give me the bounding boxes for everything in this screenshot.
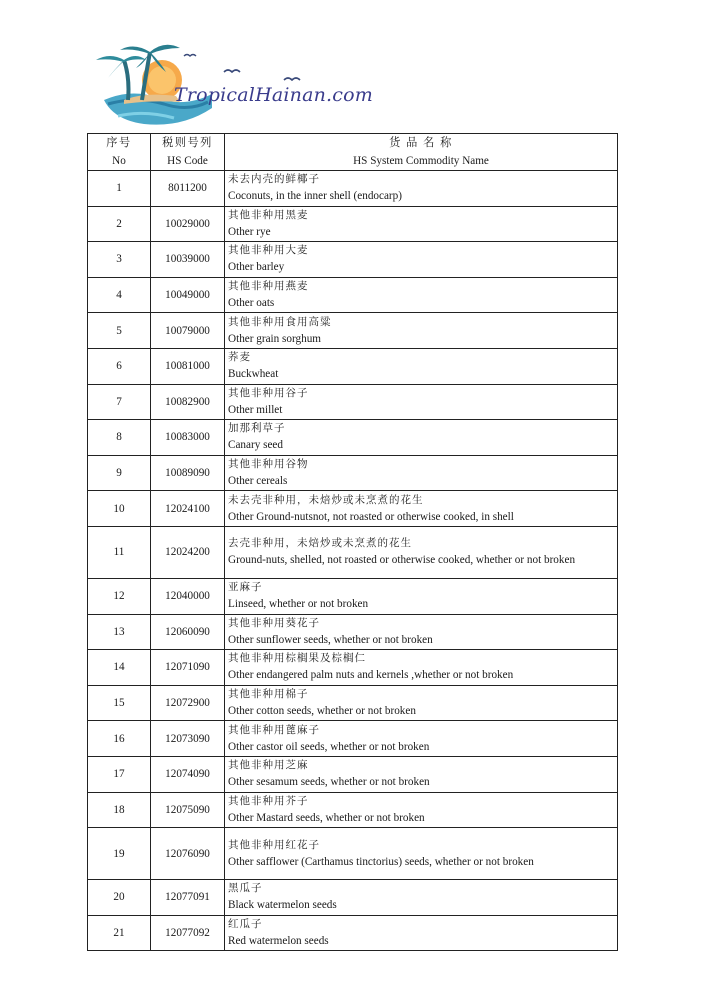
hs-code: 12077091 bbox=[151, 880, 225, 916]
hs-code: 12075090 bbox=[151, 792, 225, 828]
commodity-name bbox=[225, 242, 618, 278]
table-row bbox=[88, 828, 618, 880]
site-logo[interactable] bbox=[84, 38, 373, 134]
table-row bbox=[88, 242, 618, 278]
hs-code: 12040000 bbox=[151, 578, 225, 614]
row-number: 7 bbox=[88, 384, 151, 420]
hs-code: 10029000 bbox=[151, 206, 225, 242]
commodity-name bbox=[225, 828, 618, 880]
hs-code: 10089090 bbox=[151, 455, 225, 491]
table-row bbox=[88, 721, 618, 757]
commodity-name-zh: 其他非种用谷物 bbox=[228, 458, 309, 471]
commodity-name-zh: 其他非种用红花子 bbox=[228, 838, 320, 851]
commodity-name-zh: 其他非种用棉子 bbox=[228, 688, 309, 701]
logo-text: TropicalHainan.com bbox=[174, 84, 373, 106]
table-row bbox=[88, 455, 618, 491]
hs-code: 12071090 bbox=[151, 650, 225, 686]
commodity-name-zh: 其他非种用食用高粱 bbox=[228, 315, 332, 328]
table-row bbox=[88, 915, 618, 951]
commodity-name bbox=[225, 313, 618, 349]
commodity-name bbox=[225, 578, 618, 614]
commodity-name-en: Other safflower (Carthamus tinctorius) seeds, whether or not broken bbox=[228, 855, 534, 868]
table-row bbox=[88, 420, 618, 456]
commodity-name bbox=[225, 721, 618, 757]
commodity-name-zh: 其他非种用棕榈果及棕榈仁 bbox=[228, 652, 366, 665]
commodity-name bbox=[225, 880, 618, 916]
table-header-row bbox=[88, 134, 618, 171]
row-number: 16 bbox=[88, 721, 151, 757]
commodity-name-en: Buckwheat bbox=[228, 368, 279, 381]
commodity-name bbox=[225, 277, 618, 313]
commodity-name-zh: 加那利草子 bbox=[228, 422, 286, 435]
commodity-name-zh: 其他非种用葵花子 bbox=[228, 616, 320, 629]
commodity-name-en: Other barley bbox=[228, 261, 285, 274]
commodity-name bbox=[225, 915, 618, 951]
row-number: 4 bbox=[88, 277, 151, 313]
commodity-name-zh: 其他非种用谷子 bbox=[228, 386, 309, 399]
hs-code: 12074090 bbox=[151, 756, 225, 792]
commodity-name-en: Other rye bbox=[228, 225, 271, 238]
commodity-name-zh: 亚麻子 bbox=[228, 581, 263, 594]
row-number: 5 bbox=[88, 313, 151, 349]
commodity-name bbox=[225, 206, 618, 242]
commodity-name bbox=[225, 614, 618, 650]
row-number: 20 bbox=[88, 880, 151, 916]
table-row bbox=[88, 578, 618, 614]
hs-code: 12072900 bbox=[151, 685, 225, 721]
table-row bbox=[88, 384, 618, 420]
hs-code: 12060090 bbox=[151, 614, 225, 650]
header-name bbox=[225, 134, 618, 171]
commodity-name-en: Canary seed bbox=[228, 439, 283, 452]
commodity-name bbox=[225, 685, 618, 721]
commodity-name-en: Other Ground-nutsnot, not roasted or otherwise cooked, in shell bbox=[228, 510, 514, 523]
hs-code: 10081000 bbox=[151, 348, 225, 384]
commodity-name-zh: 其他非种用大麦 bbox=[228, 244, 309, 257]
commodity-name-zh: 其他非种用蓖麻子 bbox=[228, 723, 320, 736]
commodity-name-en: Other endangered palm nuts and kernels ,whether or not broken bbox=[228, 669, 514, 682]
row-number: 18 bbox=[88, 792, 151, 828]
hs-code: 10049000 bbox=[151, 277, 225, 313]
row-number: 13 bbox=[88, 614, 151, 650]
commodity-name-zh: 其他非种用燕麦 bbox=[228, 280, 309, 293]
commodity-name bbox=[225, 526, 618, 578]
commodity-name-en: Other castor oil seeds, whether or not broken bbox=[228, 740, 430, 753]
hs-code: 10083000 bbox=[151, 420, 225, 456]
table-row bbox=[88, 614, 618, 650]
row-number: 9 bbox=[88, 455, 151, 491]
table-row bbox=[88, 685, 618, 721]
row-number: 15 bbox=[88, 685, 151, 721]
commodity-name-en: Red watermelon seeds bbox=[228, 934, 329, 947]
commodity-name-zh: 其他非种用黑麦 bbox=[228, 208, 309, 221]
commodity-name bbox=[225, 455, 618, 491]
commodity-name-en: Other sunflower seeds, whether or not broken bbox=[228, 633, 433, 646]
row-number: 2 bbox=[88, 206, 151, 242]
header-no bbox=[88, 134, 151, 171]
commodity-name-en: Ground-nuts, shelled, not roasted or otherwise cooked, whether or not broken bbox=[228, 554, 576, 567]
row-number: 17 bbox=[88, 756, 151, 792]
commodity-name-en: Other grain sorghum bbox=[228, 332, 322, 345]
table-row bbox=[88, 277, 618, 313]
commodity-name bbox=[225, 384, 618, 420]
table-row bbox=[88, 756, 618, 792]
row-number: 14 bbox=[88, 650, 151, 686]
header-no-zh: 序号 bbox=[106, 137, 132, 149]
header-code-en: HS Code bbox=[167, 155, 208, 167]
commodity-name-en: Other sesamum seeds, whether or not broken bbox=[228, 776, 430, 789]
commodity-name-zh: 其他非种用芝麻 bbox=[228, 759, 309, 772]
commodity-name-zh: 去壳非种用，未焙炒或未烹煮的花生 bbox=[228, 537, 412, 550]
row-number: 6 bbox=[88, 348, 151, 384]
hs-code: 12024200 bbox=[151, 526, 225, 578]
header-code-zh: 税则号列 bbox=[162, 137, 213, 149]
commodity-name bbox=[225, 491, 618, 527]
table-row bbox=[88, 171, 618, 207]
commodity-name-en: Other millet bbox=[228, 403, 283, 416]
row-number: 8 bbox=[88, 420, 151, 456]
commodity-name bbox=[225, 348, 618, 384]
hs-code: 12077092 bbox=[151, 915, 225, 951]
commodity-name-zh: 黑瓜子 bbox=[228, 882, 263, 895]
commodity-name-zh: 荞麦 bbox=[228, 351, 251, 364]
commodity-name-en: Coconuts, in the inner shell (endocarp) bbox=[228, 190, 402, 203]
table-row bbox=[88, 880, 618, 916]
commodity-name-en: Other Mastard seeds, whether or not broken bbox=[228, 811, 425, 824]
commodity-name-zh: 红瓜子 bbox=[228, 917, 263, 930]
row-number: 19 bbox=[88, 828, 151, 880]
row-number: 3 bbox=[88, 242, 151, 278]
hs-code-table bbox=[87, 133, 618, 951]
commodity-name bbox=[225, 171, 618, 207]
commodity-name bbox=[225, 650, 618, 686]
row-number: 10 bbox=[88, 491, 151, 527]
row-number: 12 bbox=[88, 578, 151, 614]
hs-code: 8011200 bbox=[151, 171, 225, 207]
row-number: 21 bbox=[88, 915, 151, 951]
table-row bbox=[88, 313, 618, 349]
commodity-name-zh: 未去内壳的鲜椰子 bbox=[228, 173, 320, 186]
header-code bbox=[151, 134, 225, 171]
hs-code: 10039000 bbox=[151, 242, 225, 278]
commodity-name-zh: 其他非种用芥子 bbox=[228, 794, 309, 807]
hs-code: 10082900 bbox=[151, 384, 225, 420]
commodity-name-en: Other cotton seeds, whether or not broken bbox=[228, 705, 416, 718]
table-row bbox=[88, 526, 618, 578]
commodity-name-en: Other cereals bbox=[228, 475, 288, 488]
commodity-name bbox=[225, 420, 618, 456]
header-no-en: No bbox=[112, 155, 126, 167]
row-number: 11 bbox=[88, 526, 151, 578]
commodity-name-zh: 未去壳非种用，未焙炒或未烹煮的花生 bbox=[228, 493, 424, 506]
hs-code: 12073090 bbox=[151, 721, 225, 757]
table-row bbox=[88, 491, 618, 527]
table-row bbox=[88, 206, 618, 242]
table-row bbox=[88, 650, 618, 686]
commodity-name-en: Black watermelon seeds bbox=[228, 899, 337, 912]
commodity-name bbox=[225, 756, 618, 792]
hs-code: 10079000 bbox=[151, 313, 225, 349]
commodity-name-en: Linseed, whether or not broken bbox=[228, 598, 369, 611]
commodity-name-en: Other oats bbox=[228, 297, 275, 310]
hs-code: 12024100 bbox=[151, 491, 225, 527]
header-name-en: HS System Commodity Name bbox=[353, 155, 489, 167]
header-name-zh: 货 品 名 称 bbox=[389, 137, 453, 149]
table-row bbox=[88, 348, 618, 384]
row-number: 1 bbox=[88, 171, 151, 207]
commodity-name bbox=[225, 792, 618, 828]
hs-code: 12076090 bbox=[151, 828, 225, 880]
table-row bbox=[88, 792, 618, 828]
